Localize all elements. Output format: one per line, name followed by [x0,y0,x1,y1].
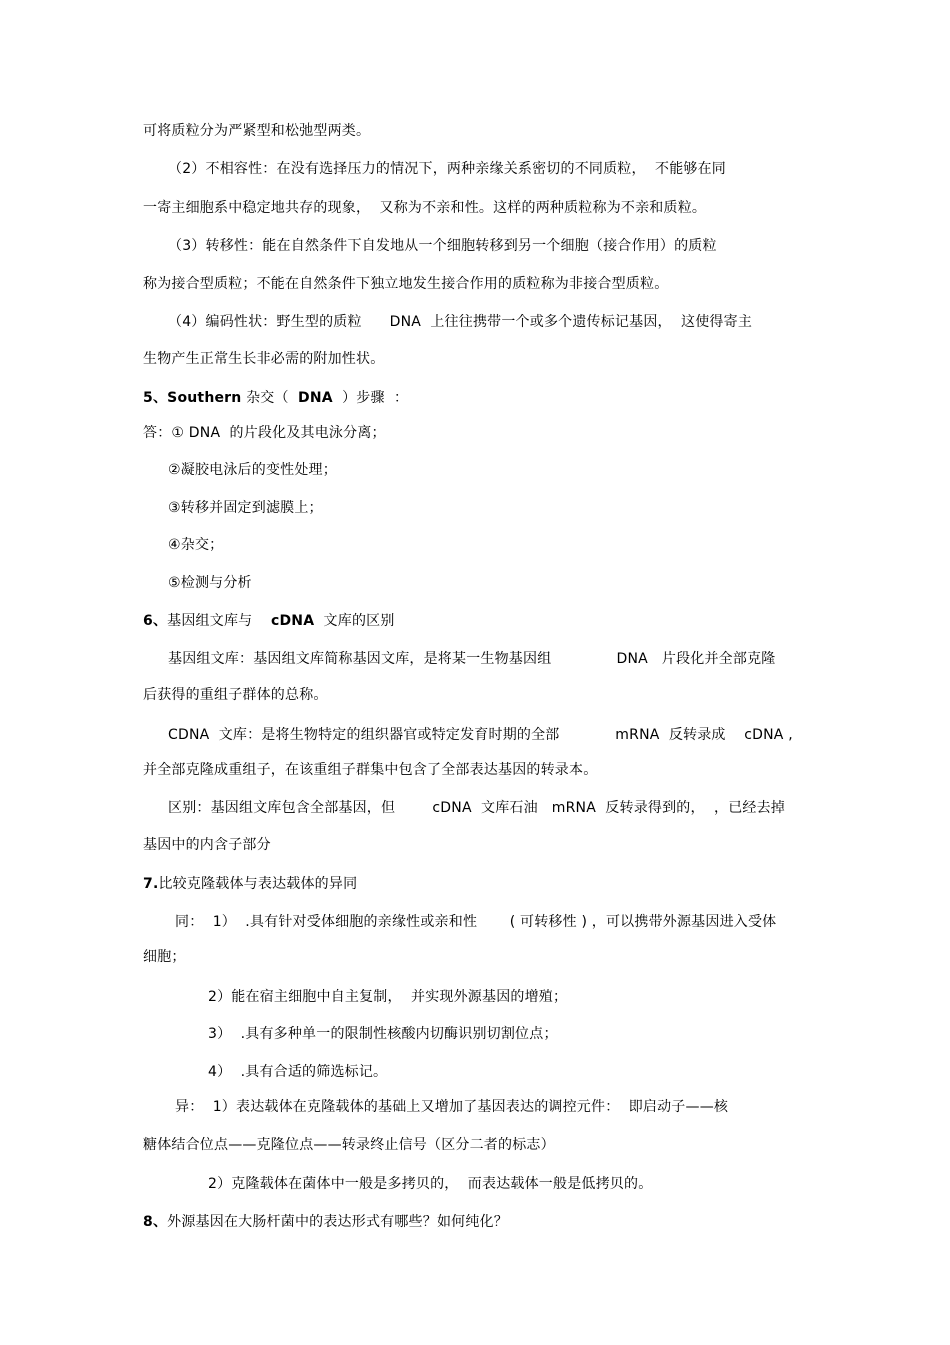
section-heading-8 [143,1213,508,1231]
heading-text: 基因组文库与 [167,613,271,629]
text-line: CDNA 文库：是将生物特定的组织器官或特定发育时期的全部 mRNA 反转录成 cDNA , [168,727,793,743]
section-heading-6 [143,612,395,630]
section-heading-5 [143,389,408,407]
list-item: 3） .具有多种单一的限制性核酸内切酶识别切割位点； [208,1026,558,1042]
text-line: 糖体结合位点——克隆位点——转录终止信号（区分二者的标志） [143,1137,555,1153]
text-line: 称为接合型质粒；不能在自然条件下独立地发生接合作用的质粒称为非接合型质粒。 [143,276,669,292]
text-line: 基因中的内含子部分 [143,837,271,853]
heading-text: 文库的区别 [314,613,395,629]
heading-number: 7. [143,876,159,892]
heading-text: cDNA [270,613,315,629]
heading-number: 6、 [143,613,168,629]
heading-text: 外源基因在大肠杆菌中的表达形式有哪些？如何纯化？ [167,1214,508,1230]
text-line: 生物产生正常生长非必需的附加性状。 [143,351,385,367]
heading-number: 8、 [143,1214,168,1230]
list-item: ③转移并固定到滤膜上； [168,500,323,516]
text-line: 细胞； [143,949,186,965]
text-line: 可将质粒分为严紧型和松弛型两类。 [143,123,371,139]
heading-text: DNA [298,390,333,406]
heading-text: Southern [167,390,242,406]
list-item: ④杂交； [168,537,224,553]
heading-text: 杂交（ [241,390,299,406]
section-heading-7 [143,875,357,893]
list-item: 4） .具有合适的筛选标记。 [208,1064,388,1080]
text-line: 后获得的重组子群体的总称。 [143,687,328,703]
text-line: （4）编码性状：野生型的质粒 DNA 上往往携带一个或多个遗传标记基因， 这使得寄主 [168,314,753,330]
heading-text: 比较克隆载体与表达载体的异同 [158,876,358,892]
text-line: 异： 1）表达载体在克隆载体的基础上又增加了基因表达的调控元件： 即启动子——核 [175,1099,729,1115]
heading-text: ）步骤 ： [332,390,409,406]
text-line: 同： 1） .具有针对受体细胞的亲缘性或亲和性 ( 可转移性 ) ，可以携带外源基因进入受体 [175,914,777,930]
text-line: 一寄主细胞系中稳定地共存的现象， 又称为不亲和性。这样的两种质粒称为不亲和质粒。 [143,200,707,216]
list-item: 2）能在宿主细胞中自主复制， 并实现外源基因的增殖； [208,989,568,1005]
text-line: 答：① DNA 的片段化及其电泳分离； [143,425,386,441]
text-line: 基因组文库：基因组文库简称基因文库，是将某一生物基因组 DNA 片段化并全部克隆 [168,651,776,667]
text-line: 区别：基因组文库包含全部基因，但 cDNA 文库石油 mRNA 反转录得到的， ，已经去掉 [168,800,785,816]
list-item: ⑤检测与分析 [168,575,252,591]
heading-number: 5、 [143,390,168,406]
list-item: ②凝胶电泳后的变性处理； [168,462,337,478]
text-line: （3）转移性：能在自然条件下自发地从一个细胞转移到另一个细胞（接合作用）的质粒 [168,238,717,254]
list-item: 2）克隆载体在菌体中一般是多拷贝的， 而表达载体一般是低拷贝的。 [208,1176,653,1192]
text-line: （2）不相容性：在没有选择压力的情况下，两种亲缘关系密切的不同质粒， 不能够在同 [168,161,727,177]
text-line: 并全部克隆成重组子，在该重组子群集中包含了全部表达基因的转录本。 [143,762,598,778]
